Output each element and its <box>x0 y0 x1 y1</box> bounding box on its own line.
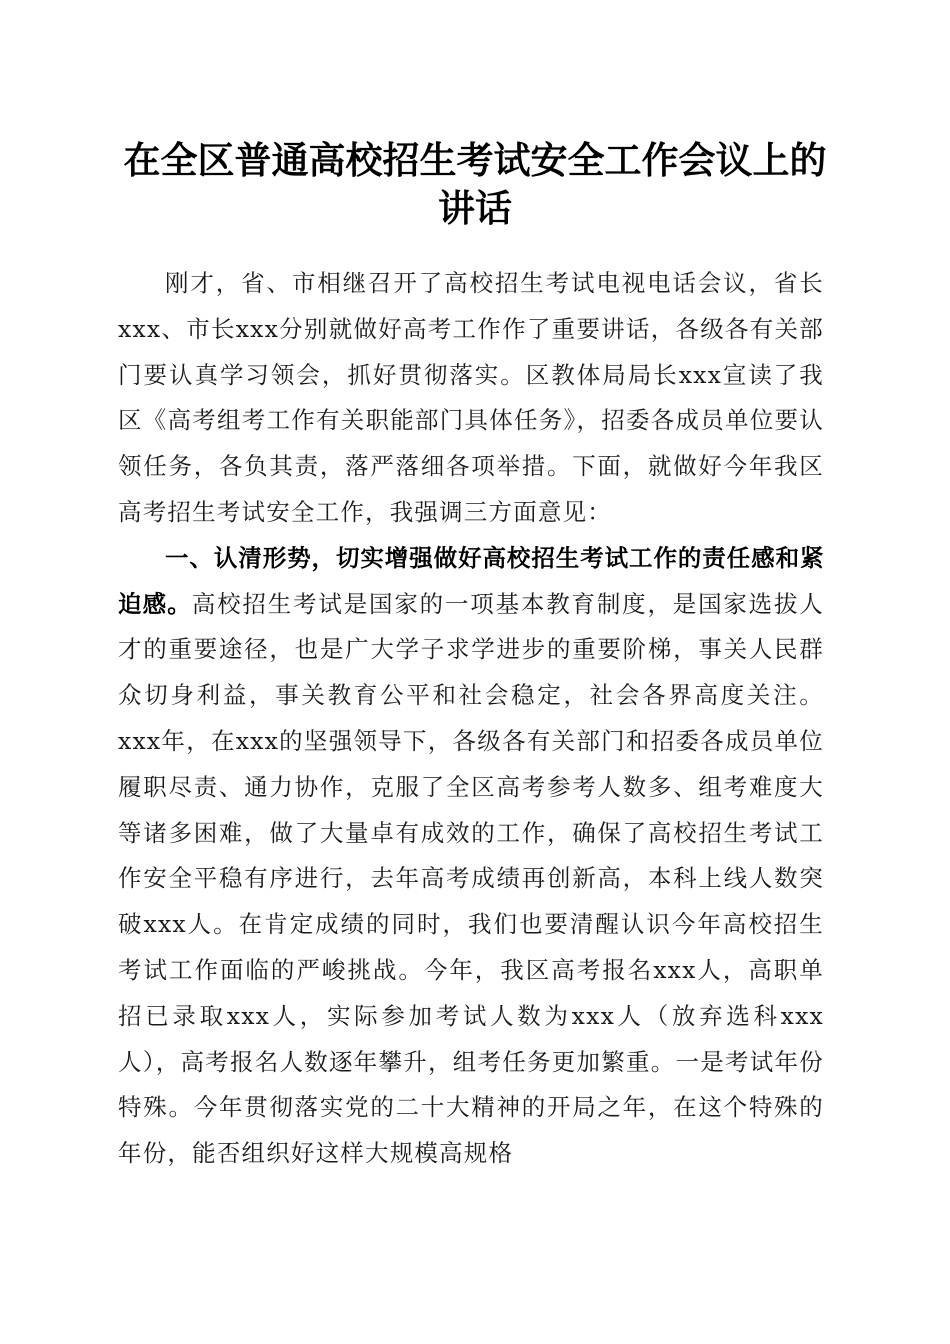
intro-paragraph <box>118 261 824 536</box>
section-one-heading: 一、认清形势，切实增强做好高校招生考试工作的责任感和紧迫感。 <box>118 543 824 618</box>
document-body <box>118 261 824 1177</box>
section-one-text: 高校招生考试是国家的一项基本教育制度，是国家选拔人才的重要途径，也是广大学子求学进步的重要阶梯，事关人民群众切身利益，事关教育公平和社会稳定，社会各界高度关注。xxx年，在xxx的坚强领导下，各级各有关部门和招委各成员单位履职尽责、通力协作，克服了全区高考参考人数多、组考难度大等诸多困难，做了大量卓有成效的工作，确保了高校招生考试工作安全平稳有序进行，去年高考成绩再创新高，本科上线人数突破xxx人。在肯定成绩的同时，我们也要清醒认识今年高校招生考试工作面临的严峻挑战。今年，我区高考报名xxx人，高职单招已录取xxx人，实际参加考试人数为xxx人（放弃选科xxx人），高考报名人数逐年攀升，组考任务更加繁重。一是考试年份特殊。今年贯彻落实党的二十大精神的开局之年，在这个特殊的年份，能否组织好这样大规模高规格 <box>118 589 825 1168</box>
document-title: 在全区普通高校招生考试安全工作会议上的讲话 <box>123 138 827 230</box>
intro-paragraph-text: 刚才，省、市相继召开了高校招生考试电视电话会议，省长xxx、市长xxx分别就做好高考工作作了重要讲话，各级各有关部门要认真学习领会，抓好贯彻落实。区教体局局长xxx宣读了我区《高考组考工作有关职能部门具体任务》，招委各成员单位要认领任务，各负其责，落严落细各项举措。下面，就做好今年我区高考招生考试安全工作，我强调三方面意见： <box>118 269 824 526</box>
section-one-paragraph <box>118 536 824 1177</box>
